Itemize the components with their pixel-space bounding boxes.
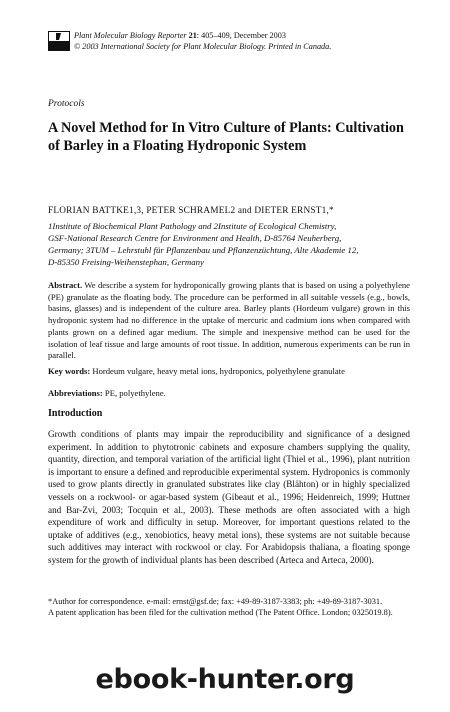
affiliation-line: Germany; 3TUM – Lehrstuhl für Pflanzenbau und Pflanzenzüchtung, Alte Akademie 12,: [48, 245, 359, 255]
affiliation-line: D-85350 Freising-Weihenstephan, Germany: [48, 257, 204, 267]
journal-citation: Plant Molecular Biology Reporter 21: 405–409, December 2003: [74, 31, 286, 40]
keywords-label: Key words:: [48, 366, 91, 376]
introduction-paragraph: Growth conditions of plants may impair the reproducibility and significance of a designed experiment. In addition to phytotronic cabinets and exposure chambers supplying the quality, quantity, direction, and temporal variation of the artificial light (Thiel et al., 1996), plant nutrition is important to ensure a defined and reproducible experimental system. Hydroponics is commonly used to grow plants directly in granulated substrates like clay (Blähton) or in highly specialized vessels on a rockwool- or agar-based system (Gibeaut et al., 1996; Heidenreich, 1999; Huttner and Bar-Zvi, 2003; Tocquin et al., 2003). These methods are often associated with a high expenditure of work and difficulty in setup. Moreover, for important questions related to the uptake of additives (e.g., xenobiotics, heavy metal ions), these systems are not suitable because such additives may interact with rockwool or clay. For Arabidopsis thaliana, a floating sponge system for the growth of individual plants has been described (Arteca and Arteca, 2000).: [48, 429, 410, 565]
affiliation-line: 1Institute of Biochemical Plant Pathology and 2Institute of Ecological Chemistry,: [48, 221, 337, 231]
affiliation-line: GSF-National Research Centre for Environment and Health, D-85764 Neuherberg,: [48, 233, 342, 243]
footnote-correspondence: *Author for correspondence. e-mail: ernst@gsf.de; fax: +49-89-3187-3383; ph: +49-89-3187-3031.: [48, 597, 383, 606]
abstract-label: Abstract.: [48, 280, 83, 290]
journal-header: [48, 30, 408, 52]
author-list: FLORIAN BATTKE1,3, PETER SCHRAMEL2 and DIETER ERNST1,*: [48, 206, 334, 216]
footnote-patent: A patent application has been filed for the cultivation method (The Patent Office. London; 0325019.8).: [48, 608, 393, 617]
keywords-text: Hordeum vulgare, heavy metal ions, hydroponics, polyethylene granulate: [90, 366, 345, 376]
abbreviations: [48, 388, 410, 398]
copyright-line: © 2003 International Society for Plant Molecular Biology. Printed in Canada.: [74, 42, 332, 51]
paper-title: A Novel Method for In Vitro Culture of Plants: Cultivation of Barley in a Floating Hydroponic System: [48, 120, 404, 154]
abstract: [48, 280, 410, 362]
abbreviations-label: Abbreviations:: [48, 388, 103, 398]
footnotes: [48, 596, 410, 618]
section-label: Protocols: [48, 99, 85, 109]
publisher-logo-icon: [48, 31, 70, 51]
abbreviations-text: PE, polyethylene.: [102, 388, 166, 398]
watermark: ebook-hunter.org: [95, 664, 355, 695]
keywords: [48, 366, 410, 376]
introduction-heading: Introduction: [48, 408, 103, 419]
abstract-text: We describe a system for hydroponically growing plants that is based on using a polyethylene (PE) granulate as the floating body. The procedure can be performed in all suitable vessels (e.g., bowls, basins, glasses) and is independent of the culture area. Barley plants (Hordeum vulgare) grown in this hydroponic system had no difference in the uptake of mercuric and cadmium ions when compared with plants grown on a defined agar medium. The simple and inexpensive method can be used for the isolation of leaf tissue and large amounts of root tissue. In addition, numerous experiments can be run in parallel.: [48, 280, 410, 361]
affiliations: [48, 220, 412, 268]
